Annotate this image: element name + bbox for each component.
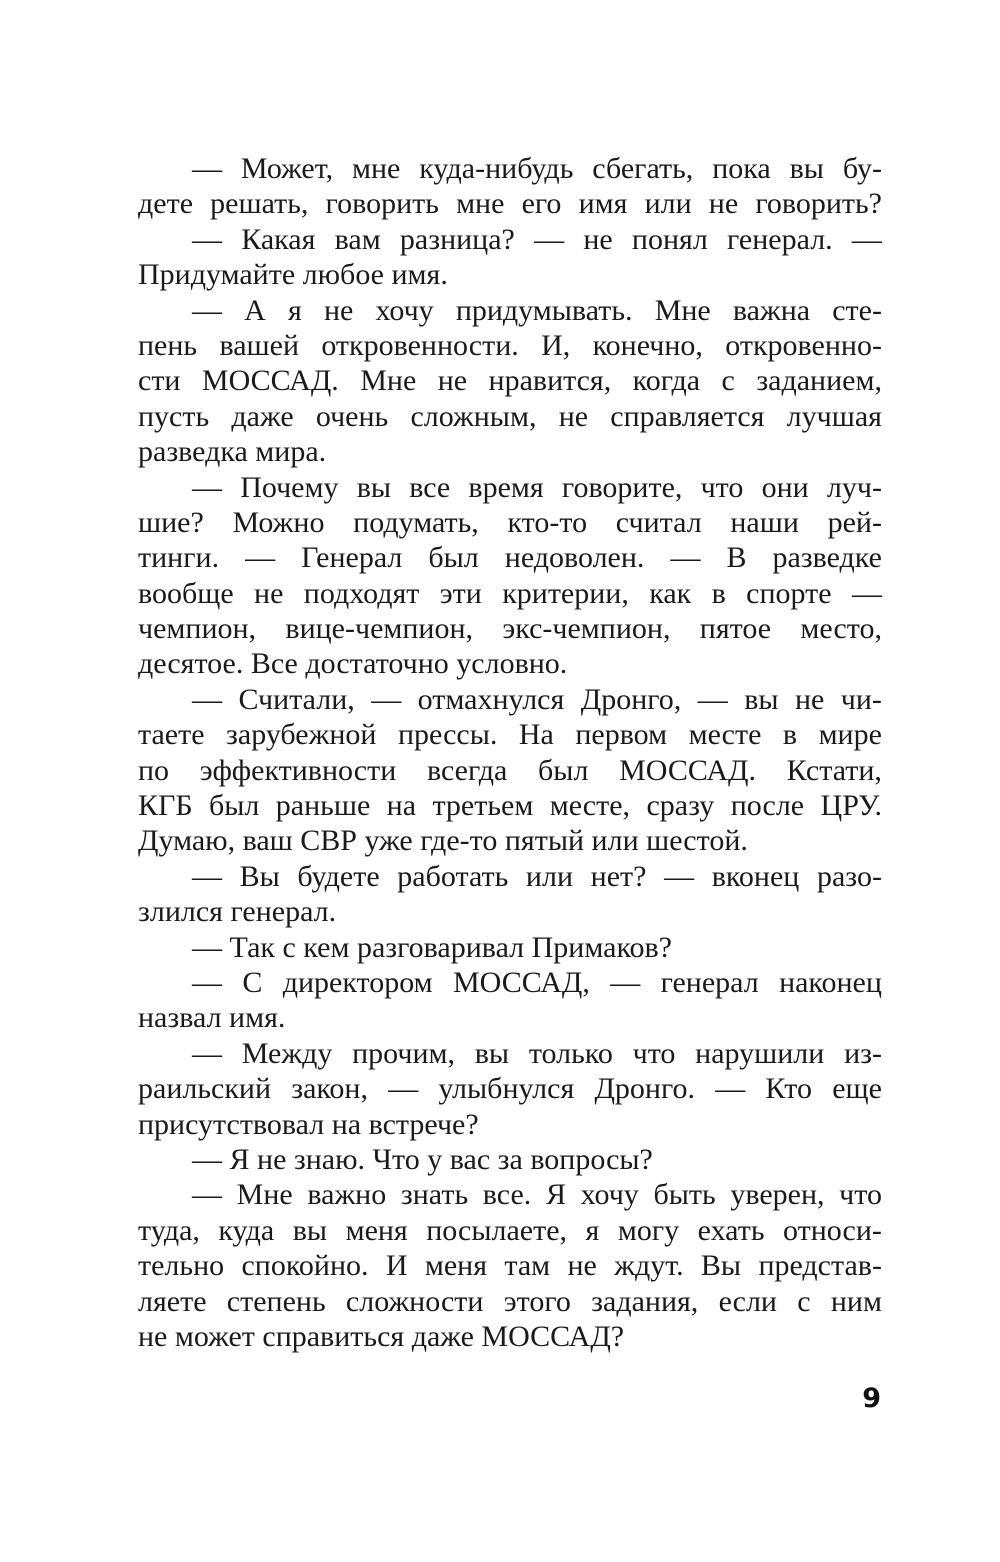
- text-line: чемпион, вице-чемпион, экс-чемпион, пятое место,: [138, 612, 882, 646]
- text-line: — Какая вам разница? — не понял генерал. —: [192, 222, 882, 256]
- text-line: — А я не хочу придумывать. Мне важна сте-: [192, 293, 882, 327]
- text-line: Придумайте любое имя.: [138, 258, 448, 292]
- text-line: ляете степень сложности этого задания, если с ним: [138, 1284, 882, 1318]
- text-line: тельно спокойно. И меня там не ждут. Вы представ-: [138, 1249, 882, 1283]
- page-number: 9: [862, 1383, 881, 1414]
- text-line: КГБ был раньше на третьем месте, сразу после ЦРУ.: [138, 789, 882, 823]
- text-line: — Почему вы все время говорите, что они луч-: [192, 470, 882, 504]
- text-line: таете зарубежной прессы. На первом месте в мире: [138, 718, 882, 752]
- text-line: вообще не подходят эти критерии, как в спорте —: [138, 576, 882, 610]
- text-line: раильский закон, — улыбнулся Дронго. — Кто еще: [138, 1072, 882, 1106]
- text-line: дете решать, говорить мне его имя или не говорить?: [138, 187, 882, 221]
- text-line: не может справиться даже МОССАД?: [138, 1319, 625, 1353]
- text-line: — Между прочим, вы только что нарушили из-: [192, 1036, 882, 1070]
- text-line: пень вашей откровенности. И, конечно, откровенно-: [138, 328, 882, 362]
- text-line: — Так с кем разговаривал Примаков?: [192, 930, 672, 964]
- body-text: [138, 151, 882, 1354]
- text-line: туда, куда вы меня посылаете, я могу ехать относи-: [138, 1213, 882, 1247]
- text-line: Думаю, ваш СВР уже где-то пятый или шестой.: [138, 824, 748, 858]
- text-line: злился генерал.: [138, 895, 337, 929]
- text-line: разведка мира.: [138, 435, 327, 469]
- text-line: присутствовал на встрече?: [138, 1107, 479, 1141]
- text-line: — Мне важно знать все. Я хочу быть уверен, что: [192, 1178, 882, 1212]
- text-line: десятое. Все достаточно условно.: [138, 647, 568, 681]
- text-line: — Считали, — отмахнулся Дронго, — вы не чи-: [192, 682, 882, 716]
- text-line: назвал имя.: [138, 1001, 286, 1035]
- text-line: — Вы будете работать или нет? — вконец разо-: [192, 859, 882, 893]
- text-line: — С директором МОССАД, — генерал наконец: [192, 965, 882, 999]
- text-line: шие? Можно подумать, кто-то считал наши рей-: [138, 505, 882, 539]
- text-line: по эффективности всегда был МОССАД. Кстати,: [138, 753, 882, 787]
- text-line: — Я не знаю. Что у вас за вопросы?: [192, 1142, 653, 1176]
- text-line: пусть даже очень сложным, не справляется лучшая: [138, 399, 882, 433]
- text-line: — Может, мне куда-нибудь сбегать, пока вы бу-: [192, 152, 882, 185]
- text-line: сти МОССАД. Мне не нравится, когда с заданием,: [138, 364, 882, 398]
- text-line: тинги. — Генерал был недоволен. — В разведке: [138, 541, 882, 575]
